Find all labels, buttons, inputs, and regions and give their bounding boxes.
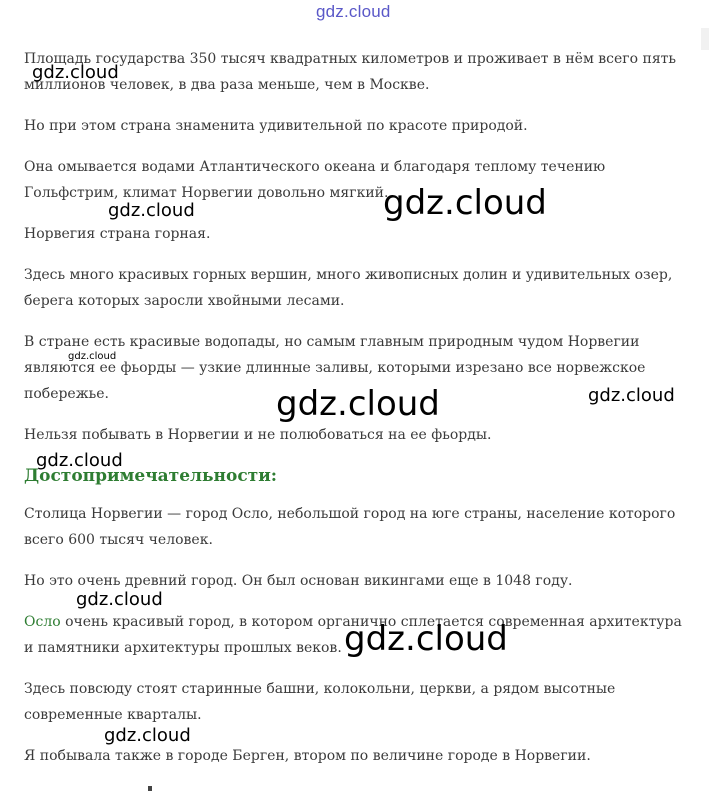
scrollbar-edge [701, 28, 709, 50]
site-logo[interactable]: gdz.cloud [316, 2, 391, 21]
paragraph: Я побывала также в городе Берген, втором по величине городе в Норвегии. [24, 748, 591, 764]
watermark: gdz.cloud [276, 384, 440, 424]
paragraph: Но это очень древний город. Он был основан викингами еще в 1048 году. [24, 573, 573, 589]
paragraph: Здесь повсюду стоят старинные башни, колокольни, церкви, а рядом высотные современные кварталы. [24, 681, 616, 723]
watermark: gdz.cloud [108, 200, 195, 221]
paragraph: Здесь много красивых горных вершин, много живописных долин и удивительных озер, берега которых заросли хвойными лесами. [24, 267, 673, 309]
watermark: gdz.cloud [104, 725, 191, 746]
paragraph: Норвегия страна горная. [24, 226, 211, 242]
watermark: gdz.cloud [68, 351, 117, 362]
paragraph: Нельзя побывать в Норвегии и не полюбоваться на ее фьорды. [24, 427, 492, 443]
watermark: gdz.cloud [32, 62, 119, 83]
paragraph: В стране есть красивые водопады, но самым главным природным чудом Норвегии являются ее фьорды — узкие длинные заливы, которыми изрезано все норвежское побережье. [24, 334, 646, 402]
watermark: gdz.cloud [76, 589, 163, 610]
paragraph: Площадь государства 350 тысяч квадратных километров и проживает в нём всего пять миллионов человек, в два раза меньше, чем в Москве. [24, 51, 677, 93]
section-heading: Достопримечательности: [24, 466, 278, 486]
paragraph: Но при этом страна знаменита удивительной по красоте природой. [24, 118, 528, 134]
paragraph-text: очень красивый город, в котором органично сплетается современная архитектура и памятники архитектуры прошлых веков. [24, 614, 682, 656]
watermark: gdz.cloud [344, 619, 508, 659]
paragraph: Столица Норвегии — город Осло, небольшой город на юге страны, население которого всего 600 тысяч человек. [24, 506, 676, 548]
oslo-link[interactable]: Осло [24, 614, 61, 630]
watermark: gdz.cloud [36, 450, 123, 471]
text-fragment [148, 786, 152, 791]
watermark: gdz.cloud [588, 385, 675, 406]
paragraph: Она омывается водами Атлантического океана и благодаря теплому течению Гольфстрим, климат Норвегии довольно мягкий. [24, 159, 606, 201]
watermark: gdz.cloud [383, 183, 547, 223]
